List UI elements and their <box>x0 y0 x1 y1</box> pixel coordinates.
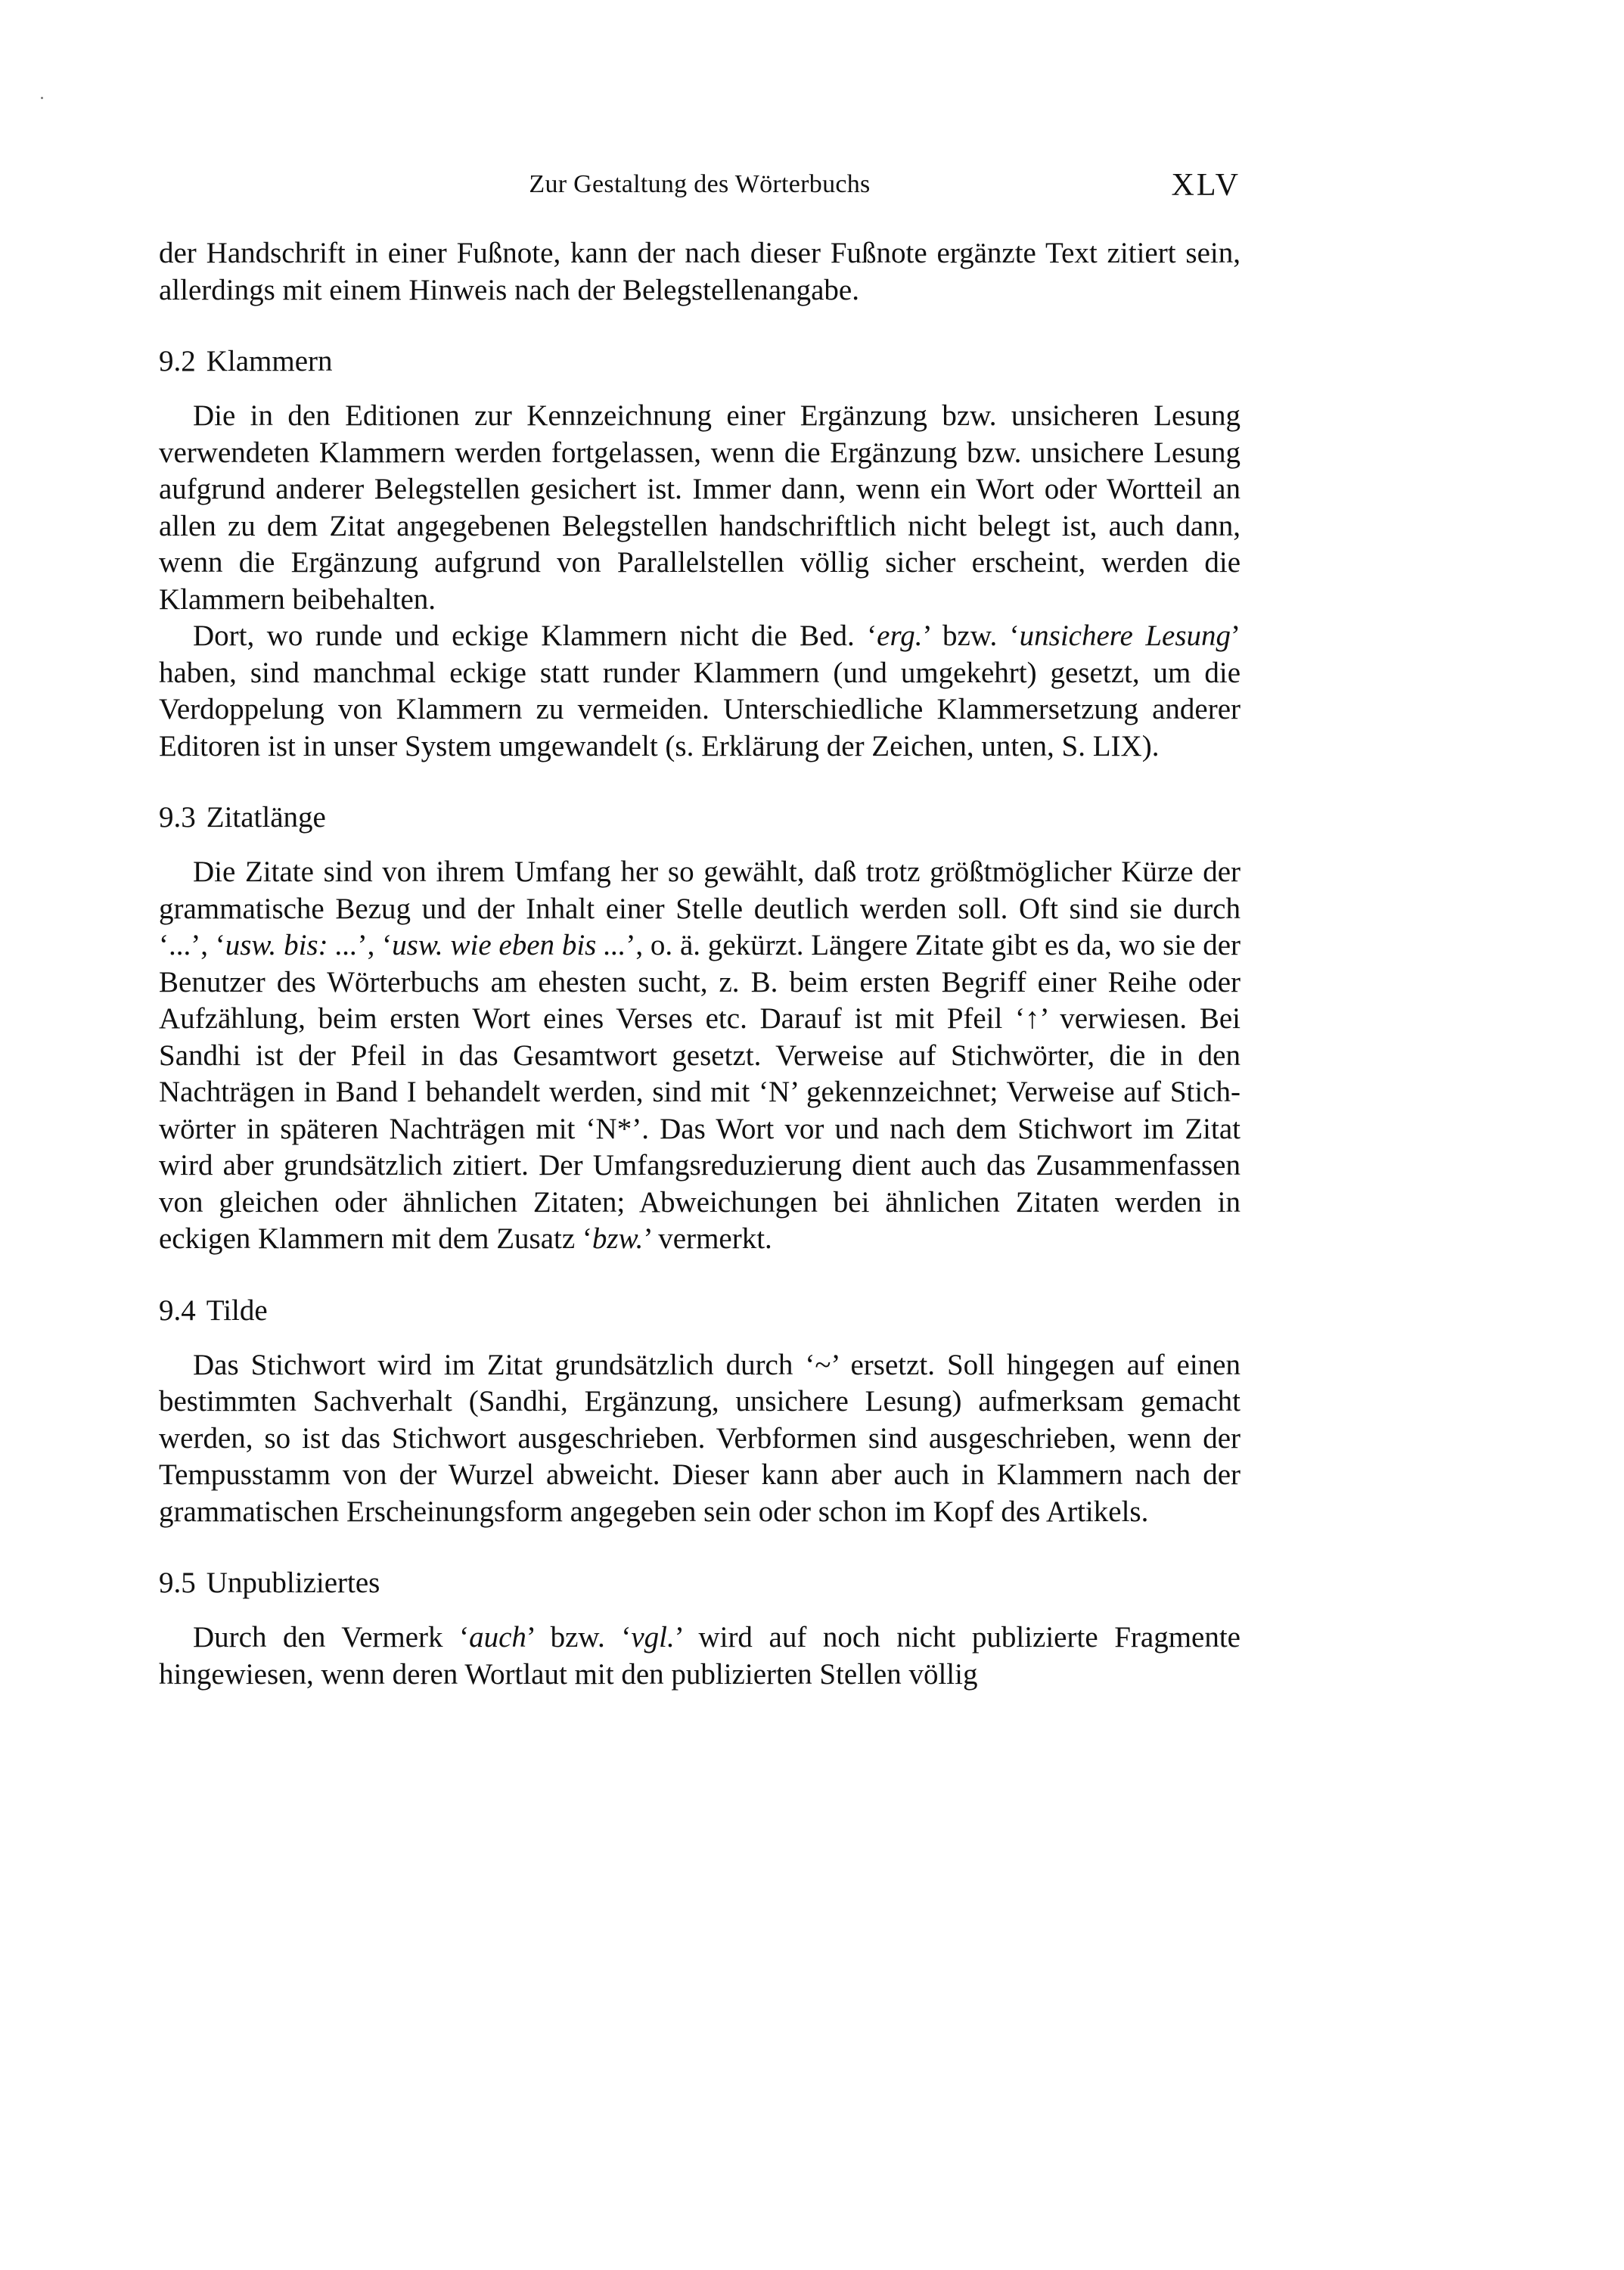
page-number: XLV <box>1171 168 1241 203</box>
section-heading-9-4 <box>159 1293 1241 1329</box>
paragraph: Die Zitate sind von ihrem Umfang her so gewählt, daß trotz größtmöglicher Kürze der grammatische Bezug und der Inhalt einer Stelle deutlich werden soll. Oft sind sie durch ‘...’, ‘usw. bis: ...’, ‘usw. wie eben bis ...’, o. ä. gekürzt. Längere Zitate gibt es da, wo sie der Benutzer des Wörterbuchs am ehesten sucht, z. B. beim ersten Begriff einer Reihe oder Aufzählung, beim ersten Wort eines Verses etc. Darauf ist mit Pfeil ‘↑’ verwiesen. Bei Sandhi ist der Pfeil in das Gesamtwort gesetzt. Verweise auf Stichwörter, die in den Nachträgen in Band I behandelt werden, sind mit ‘N’ gekennzeichnet; Verweise auf Stichwörter in späteren Nachträgen mit ‘N*’. Das Wort vor und nach dem Stichwort im Zitat wird aber grundsätzlich zitiert. Der Umfangsreduzierung dient auch das Zusammenfassen von gleichen oder ähnlichen Zitaten; Abweichungen bei ähnlichen Zitaten werden in eckigen Klammern mit dem Zusatz ‘bzw.’ vermerkt. <box>159 856 1241 1255</box>
running-header <box>159 170 1241 216</box>
paragraph: Dort, wo runde und eckige Klammern nicht die Bed. ‘erg.’ bzw. ‘unsichere Lesung’ haben, sind manchmal eckige statt runder Klammern (und umgekehrt) gesetzt, um die Verdoppelung von Klammern zu vermeiden. Unterschiedliche Klammersetzung anderer Editoren ist in unser System umgewandelt (s. Erklärung der Zeichen, unten, S. LIX). <box>159 620 1241 762</box>
section-title: Zitatlänge <box>206 801 326 834</box>
running-title: Zur Gestaltung des Wörterbuchs <box>529 170 871 198</box>
section-title: Tilde <box>206 1293 268 1327</box>
paragraph: Durch den Vermerk ‘auch’ bzw. ‘vgl.’ wird auf noch nicht publizierte Fragmente hingewiesen, wenn deren Wortlaut mit den publizierten Stellen völlig <box>159 1621 1241 1691</box>
section-heading-9-5 <box>159 1565 1241 1601</box>
paragraph: Die in den Editionen zur Kennzeichnung einer Ergänzung bzw. unsicheren Lesung verwendeten Klammern werden fortgelassen, wenn die Ergänzung bzw. unsichere Lesung aufgrund anderer Belegstellen gesichert ist. Immer dann, wenn ein Wort oder Wortteil an allen zu dem Zitat angegebenen Belegstellen handschriftlich nicht belegt ist, auch dann, wenn die Ergänzung aufgrund von Parallelstellen völlig sicher erscheint, werden die Klammern beibehalten. <box>159 399 1241 616</box>
scan-speck <box>41 97 43 99</box>
document-page <box>159 170 1241 1693</box>
section-number: 9.2 <box>159 345 196 377</box>
continued-paragraph: der Handschrift in einer Fußnote, kann der nach dieser Fußnote ergänzte Text zitiert sein, allerdings mit einem Hinweis nach der Belegstellenangabe. <box>159 237 1241 306</box>
paragraph: Das Stichwort wird im Zitat grundsätzlich durch ‘~’ ersetzt. Soll hingegen auf einen bestimmten Sachverhalt (Sandhi, Ergänzung, unsichere Lesung) aufmerksam gemacht werden, so ist das Stichwort ausgeschrieben. Verbformen sind ausgeschrieben, wenn der Tempusstamm von der Wurzel abweicht. Dieser kann aber auch in Klammern nach der grammatischen Erscheinungsform angegeben sein oder schon im Kopf des Artikels. <box>159 1348 1241 1528</box>
section-number: 9.4 <box>159 1293 196 1327</box>
section-number: 9.3 <box>159 801 196 834</box>
section-title: Klammern <box>206 345 333 377</box>
section-heading-9-3 <box>159 800 1241 836</box>
section-heading-9-2 <box>159 343 1241 380</box>
section-title: Unpubliziertes <box>206 1567 380 1599</box>
section-number: 9.5 <box>159 1567 196 1599</box>
